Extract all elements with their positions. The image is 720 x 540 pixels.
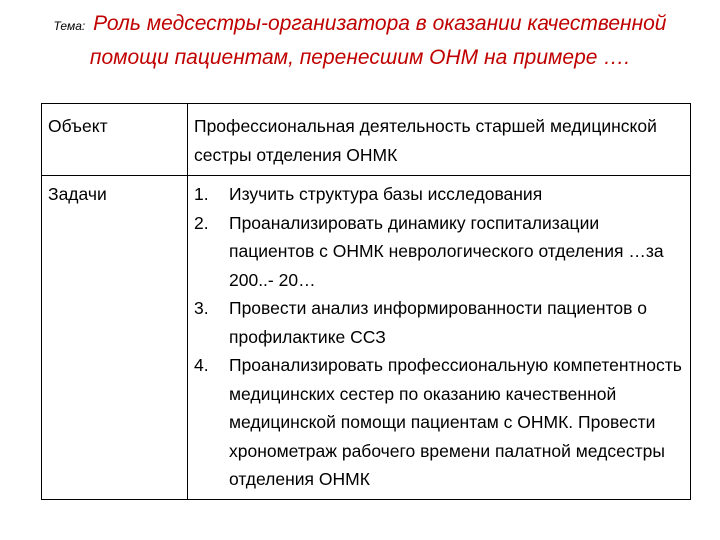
task-item-2 (194, 209, 684, 295)
task-text: Изучить структура базы исследования (229, 184, 543, 204)
task-item-1 (194, 180, 684, 209)
table-row-tasks (42, 176, 691, 500)
task-number: 2. (194, 212, 209, 233)
task-item-3 (194, 294, 684, 351)
tasks-value-cell (188, 176, 691, 500)
title-label: Тема: (53, 19, 86, 33)
task-text: Проанализировать профессиональную компетентность медицинских сестер по оказанию качественной медицинской помощи пациентам с ОНМК. Провести хронометраж рабочего времени палатной медсестры отделения ОНМК (229, 355, 682, 489)
task-item-4 (194, 351, 684, 494)
task-number: 3. (194, 298, 209, 318)
table-row-object (42, 104, 691, 176)
task-text: Провести анализ информированности пациентов о профилактике ССЗ (229, 298, 648, 347)
object-value-cell: Профессиональная деятельность старшей медицинской сестры отделения ОНМК (188, 104, 691, 176)
research-table (41, 103, 691, 500)
slide-title (20, 8, 700, 73)
tasks-label-cell: Задачи (42, 176, 188, 500)
task-text: Проанализировать динамику госпитализации пациентов с ОНМК неврологического отделения …за 200..- 20… (229, 212, 664, 290)
task-list (194, 180, 684, 494)
title-text: Роль медсестры-организатора в оказании качественной помощи пациентам, перенесшим ОНМ на примере …. (89, 12, 667, 69)
object-label-cell: Объект (42, 104, 188, 176)
task-number: 4. (194, 355, 209, 375)
task-number: 1. (194, 184, 209, 204)
